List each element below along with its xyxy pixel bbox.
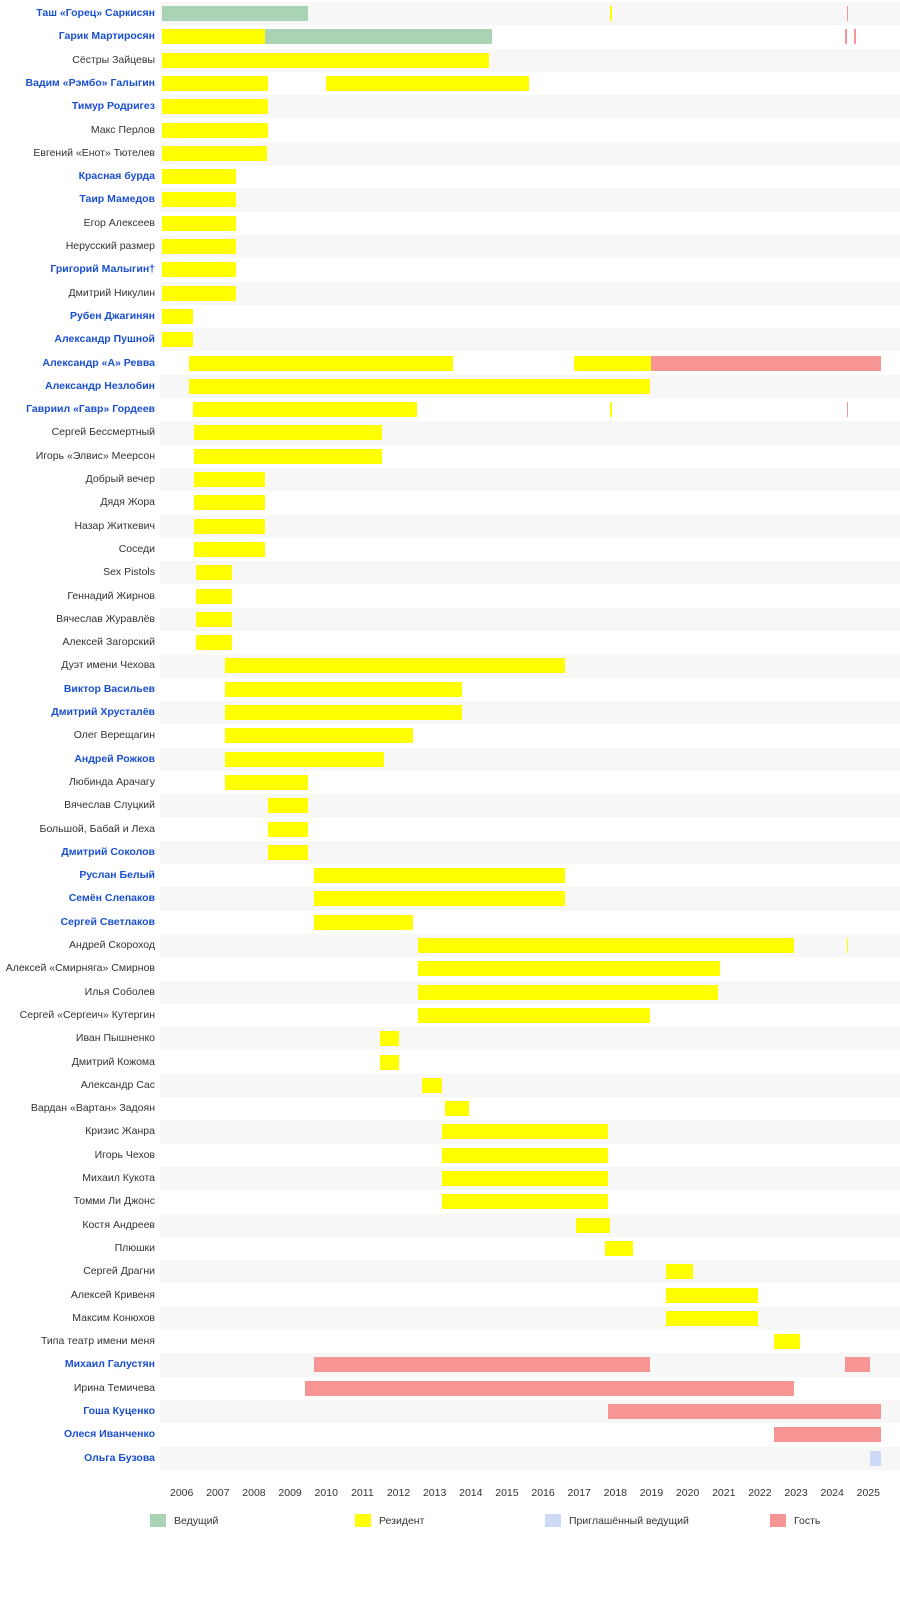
timeline-bar-resident <box>162 123 269 138</box>
axis-tick-label: 2022 <box>748 1487 772 1499</box>
timeline-bar-resident <box>162 309 193 324</box>
legend-item-guesthost <box>545 1514 689 1527</box>
table-row <box>0 1074 900 1097</box>
timeline-bar-resident <box>189 379 650 394</box>
timeline-bar-resident <box>196 612 232 627</box>
table-row <box>0 724 900 747</box>
row-label-link[interactable]: Олеся Иванченко <box>64 1428 155 1441</box>
legend-swatch-guesthost <box>545 1514 561 1527</box>
timeline-bar-resident <box>225 682 462 697</box>
row-label: Дмитрий Никулин <box>68 286 155 299</box>
row-background <box>160 1214 900 1237</box>
timeline-bar-resident <box>194 495 264 510</box>
table-row <box>0 1330 900 1353</box>
row-label-link[interactable]: Александр Пушной <box>54 333 155 346</box>
row-background <box>160 515 900 538</box>
row-label: Макс Перлов <box>90 123 155 136</box>
row-label-link[interactable]: Таш «Горец» Саркисян <box>36 7 155 19</box>
table-row <box>0 212 900 235</box>
timeline-bar-resident <box>162 192 236 207</box>
timeline-bar-host <box>162 6 308 21</box>
timeline-bar-resident <box>442 1171 608 1186</box>
row-label-link[interactable]: Дмитрий Хрусталёв <box>51 706 155 718</box>
table-row <box>0 1097 900 1120</box>
row-background <box>160 1237 900 1260</box>
timeline-bar-resident <box>225 705 462 720</box>
timeline-bar-guesthost <box>870 1451 881 1466</box>
timeline-bar-guest <box>845 1357 870 1372</box>
timeline-bar-resident <box>422 1078 442 1093</box>
timeline-bar-resident <box>418 961 720 976</box>
legend-item-host <box>150 1514 218 1527</box>
legend-item-guest <box>770 1514 820 1527</box>
row-label: Дядя Жора <box>100 496 155 509</box>
row-background <box>160 1051 900 1074</box>
timeline-bar-resident <box>162 169 236 184</box>
row-label-link[interactable]: Красная бурда <box>78 170 155 183</box>
row-label-link[interactable]: Тимур Родригез <box>71 100 155 113</box>
row-label: Сергей Драгни <box>83 1265 155 1278</box>
table-row <box>0 957 900 980</box>
row-label-link[interactable]: Вадим «Рэмбо» Галыгин <box>25 76 155 89</box>
row-label: Михаил Кукота <box>82 1172 155 1184</box>
timeline-bar-resident <box>194 425 382 440</box>
timeline-bar-resident <box>610 402 612 417</box>
row-background <box>160 235 900 258</box>
row-label: Соседи <box>118 542 155 555</box>
timeline-bar-resident <box>196 565 232 580</box>
row-label: Назар Житкевич <box>74 519 155 532</box>
row-label: Егор Алексеев <box>83 216 155 229</box>
row-label-link[interactable]: Гавриил «Гавр» Гордеев <box>26 403 155 416</box>
row-background <box>160 188 900 211</box>
table-row <box>0 1051 900 1074</box>
timeline-bar-resident <box>314 891 565 906</box>
row-label: Вячеслав Слуцкий <box>64 799 155 812</box>
timeline-bar-resident <box>442 1124 608 1139</box>
table-row <box>0 119 900 142</box>
timeline-bar-resident <box>189 356 453 371</box>
table-row <box>0 491 900 514</box>
timeline-bar-resident <box>194 542 264 557</box>
row-label-link[interactable]: Михаил Галустян <box>64 1358 155 1371</box>
timeline-bar-resident <box>380 1055 398 1070</box>
axis-tick-label: 2023 <box>784 1487 808 1499</box>
axis-tick-label: 2024 <box>820 1487 844 1499</box>
timeline-bar-guest <box>314 1357 650 1372</box>
axis-tick-label: 2018 <box>603 1487 628 1499</box>
row-background <box>160 72 900 95</box>
row-background <box>160 1260 900 1283</box>
table-row <box>0 678 900 701</box>
axis-tick-label: 2016 <box>531 1487 555 1499</box>
timeline-bar-guest <box>854 29 856 44</box>
timeline-bar-resident <box>576 1218 610 1233</box>
legend-label-host: Ведущий <box>174 1514 219 1527</box>
timeline-bar-resident <box>380 1031 398 1046</box>
row-label: Олег Верещагин <box>73 729 155 742</box>
table-row <box>0 1423 900 1446</box>
table-row <box>0 1167 900 1190</box>
table-row <box>0 515 900 538</box>
table-row <box>0 258 900 281</box>
table-row <box>0 328 900 351</box>
table-row <box>0 981 900 1004</box>
row-label: Нерусский размер <box>65 240 155 252</box>
axis-tick-label: 2010 <box>314 1487 338 1499</box>
row-background <box>160 142 900 165</box>
row-label: Евгений «Енот» Тютелев <box>33 146 155 159</box>
legend-item-resident <box>355 1514 424 1527</box>
axis-tick-label: 2019 <box>639 1487 664 1499</box>
row-label: Игорь «Элвис» Меерсон <box>35 449 155 462</box>
legend-swatch-host <box>150 1514 166 1527</box>
row-label: Ирина Темичева <box>73 1381 155 1394</box>
timeline-bar-resident <box>162 286 236 301</box>
row-background <box>160 911 900 934</box>
table-row <box>0 818 900 841</box>
table-row <box>0 352 900 375</box>
row-label: Геннадий Жирнов <box>67 589 155 602</box>
timeline-bar-resident <box>162 239 236 254</box>
row-label: Sex Pistols <box>103 566 155 579</box>
chart-legend <box>0 1508 900 1538</box>
table-row <box>0 282 900 305</box>
timeline-bar-resident <box>196 635 232 650</box>
axis-tick-label: 2007 <box>206 1487 230 1499</box>
row-label: Большой, Бабай и Леха <box>39 822 155 835</box>
row-background <box>160 1447 900 1470</box>
row-label: Кризис Жанра <box>85 1125 155 1138</box>
timeline-bar-resident <box>610 6 612 21</box>
timeline-bar-resident <box>326 76 528 91</box>
row-label: Максим Конюхов <box>72 1311 155 1324</box>
timeline-bar-resident <box>666 1288 758 1303</box>
row-label-link[interactable]: Гоша Куценко <box>83 1405 155 1417</box>
timeline-bar-resident <box>225 728 413 743</box>
timeline-bar-resident <box>194 449 382 464</box>
table-row <box>0 631 900 654</box>
table-row <box>0 421 900 444</box>
timeline-bar-resident <box>418 985 718 1000</box>
timeline-bar-resident <box>162 146 267 161</box>
timeline-bar-resident <box>268 845 308 860</box>
row-background <box>160 165 900 188</box>
row-label: Сёстры Зайцевы <box>72 53 155 66</box>
axis-tick-label: 2013 <box>422 1487 447 1499</box>
timeline-bar-resident <box>162 53 489 68</box>
row-background <box>160 282 900 305</box>
x-axis <box>0 1483 900 1507</box>
table-row <box>0 654 900 677</box>
table-row <box>0 445 900 468</box>
table-row <box>0 2 900 25</box>
axis-tick-label: 2017 <box>567 1487 591 1499</box>
table-row <box>0 165 900 188</box>
row-label-link[interactable]: Александр «А» Ревва <box>42 356 155 369</box>
row-background <box>160 1074 900 1097</box>
row-label: Плюшки <box>114 1241 155 1254</box>
row-label: Дуэт имени Чехова <box>61 659 155 672</box>
timeline-bar-guest <box>774 1427 881 1442</box>
timeline-bar-resident <box>418 938 794 953</box>
table-row <box>0 585 900 608</box>
timeline-bar-resident <box>666 1264 693 1279</box>
row-label-link[interactable]: Дмитрий Соколов <box>61 845 155 858</box>
table-row <box>0 887 900 910</box>
row-label-link[interactable]: Таир Мамедов <box>79 193 155 206</box>
legend-swatch-resident <box>355 1514 371 1527</box>
row-label: Игорь Чехов <box>94 1148 155 1161</box>
timeline-bar-resident <box>194 472 264 487</box>
row-label: Дмитрий Кожома <box>71 1055 155 1068</box>
row-background <box>160 561 900 584</box>
row-label: Костя Андреев <box>82 1218 155 1231</box>
timeline-bar-resident <box>574 356 652 371</box>
row-background <box>160 1097 900 1120</box>
row-label: Андрей Скороход <box>69 939 155 951</box>
row-label: Сергей Бессмертный <box>51 426 155 439</box>
timeline-bar-guest <box>847 402 849 417</box>
legend-label-guesthost: Приглашённый ведущий <box>569 1514 689 1527</box>
table-row <box>0 1447 900 1470</box>
table-row <box>0 375 900 398</box>
table-row <box>0 188 900 211</box>
row-background <box>160 468 900 491</box>
table-row <box>0 95 900 118</box>
row-label-link[interactable]: Гарик Мартиросян <box>58 30 155 43</box>
timeline-bar-resident <box>162 332 193 347</box>
table-row <box>0 701 900 724</box>
table-row <box>0 1027 900 1050</box>
row-background <box>160 1307 900 1330</box>
timeline-bar-resident <box>194 519 264 534</box>
row-background <box>160 585 900 608</box>
row-background <box>160 95 900 118</box>
row-background <box>160 538 900 561</box>
axis-tick-label: 2014 <box>459 1487 483 1499</box>
table-row <box>0 468 900 491</box>
row-background <box>160 631 900 654</box>
table-row <box>0 1237 900 1260</box>
timeline-bar-resident <box>314 868 565 883</box>
timeline-bar-resident <box>225 775 308 790</box>
axis-tick-label: 2011 <box>351 1487 374 1499</box>
row-label-link[interactable]: Ольга Бузова <box>84 1451 155 1464</box>
row-background <box>160 328 900 351</box>
row-background <box>160 258 900 281</box>
table-row <box>0 1307 900 1330</box>
row-label: Сергей «Сергеич» Кутергин <box>19 1008 155 1021</box>
row-label: Любинда Арачагу <box>68 775 155 788</box>
row-label-link[interactable]: Александр Незлобин <box>45 379 155 392</box>
row-label: Алексей Кривеня <box>70 1288 155 1301</box>
row-label: Илья Соболев <box>84 985 155 998</box>
table-row <box>0 1190 900 1213</box>
row-label: Алексей «Смирняга» Смирнов <box>5 962 155 975</box>
timeline-bar-resident <box>225 658 565 673</box>
table-row <box>0 561 900 584</box>
table-row <box>0 1260 900 1283</box>
timeline-bar-resident <box>193 402 417 417</box>
table-row <box>0 25 900 48</box>
legend-swatch-guest <box>770 1514 786 1527</box>
timeline-bar-resident <box>225 752 384 767</box>
table-row <box>0 748 900 771</box>
row-label: Типа театр имени меня <box>40 1335 155 1348</box>
row-label-link[interactable]: Рубен Джагинян <box>70 309 155 322</box>
row-label-link[interactable]: Сергей Светлаков <box>60 915 155 928</box>
row-background <box>160 1027 900 1050</box>
table-row <box>0 538 900 561</box>
table-row <box>0 1400 900 1423</box>
table-row <box>0 1120 900 1143</box>
axis-tick-label: 2009 <box>278 1487 302 1499</box>
timeline-bar-resident <box>605 1241 634 1256</box>
timeline-bar-guest <box>845 29 847 44</box>
table-row <box>0 305 900 328</box>
timeline-bar-guest <box>847 6 849 21</box>
timeline-bar-guest <box>305 1381 795 1396</box>
table-row <box>0 1144 900 1167</box>
timeline-bar-resident <box>162 29 265 44</box>
timeline-bar-resident <box>314 915 413 930</box>
table-row <box>0 771 900 794</box>
row-background <box>160 212 900 235</box>
timeline-bar-resident <box>196 589 232 604</box>
row-background <box>160 491 900 514</box>
legend-label-resident: Резидент <box>379 1514 425 1527</box>
timeline-bar-resident <box>418 1008 649 1023</box>
timeline-bar-guest <box>608 1404 881 1419</box>
table-row <box>0 1004 900 1027</box>
timeline-bar-resident <box>442 1194 608 1209</box>
timeline-bar-guest <box>651 356 880 371</box>
timeline-bar-resident <box>162 262 236 277</box>
row-label-link[interactable]: Виктор Васильев <box>63 682 155 695</box>
row-label-link[interactable]: Андрей Рожков <box>74 752 155 765</box>
timeline-bar-resident <box>162 99 269 114</box>
axis-tick-label: 2020 <box>675 1487 700 1499</box>
row-label: Алексей Загорский <box>62 636 155 649</box>
timeline-bar-resident <box>442 1148 608 1163</box>
legend-label-guest: Гость <box>794 1514 821 1527</box>
axis-tick-label: 2006 <box>169 1487 194 1499</box>
axis-tick-label: 2015 <box>495 1487 519 1499</box>
table-row <box>0 934 900 957</box>
timeline-bar-resident <box>774 1334 799 1349</box>
table-row <box>0 841 900 864</box>
axis-tick-label: 2012 <box>386 1487 411 1499</box>
row-label: Александр Сас <box>80 1078 155 1091</box>
row-label: Иван Пышненко <box>75 1032 155 1045</box>
table-row <box>0 72 900 95</box>
timeline-bar-resident <box>268 822 308 837</box>
row-background <box>160 1284 900 1307</box>
table-row <box>0 608 900 631</box>
table-row <box>0 1353 900 1376</box>
row-background <box>160 119 900 142</box>
axis-tick-label: 2025 <box>856 1487 880 1499</box>
table-row <box>0 911 900 934</box>
timeline-bar-resident <box>162 216 236 231</box>
timeline-bar-resident <box>445 1101 468 1116</box>
timeline-bar-host <box>265 29 493 44</box>
axis-tick-label: 2021 <box>712 1487 736 1499</box>
table-row <box>0 398 900 421</box>
row-background <box>160 608 900 631</box>
table-row <box>0 794 900 817</box>
row-label-link[interactable]: Семён Слепаков <box>68 892 155 905</box>
row-label: Добрый вечер <box>85 473 155 485</box>
row-label: Вячеслав Журавлёв <box>56 612 155 625</box>
timeline-bar-resident <box>666 1311 758 1326</box>
table-row <box>0 1284 900 1307</box>
table-row <box>0 49 900 72</box>
row-label: Томми Ли Джонс <box>73 1195 155 1208</box>
row-background <box>160 305 900 328</box>
axis-tick-label: 2008 <box>242 1487 266 1499</box>
table-row <box>0 235 900 258</box>
timeline-bar-resident <box>847 938 849 953</box>
timeline-bar-resident <box>268 798 308 813</box>
table-row <box>0 1377 900 1400</box>
table-row <box>0 1214 900 1237</box>
table-row <box>0 864 900 887</box>
table-row <box>0 142 900 165</box>
row-label: Вардан «Вартан» Задоян <box>30 1102 155 1115</box>
timeline-bar-resident <box>162 76 269 91</box>
row-label-link[interactable]: Руслан Белый <box>79 869 155 882</box>
row-label-link[interactable]: Григорий Малыгин† <box>50 263 155 276</box>
